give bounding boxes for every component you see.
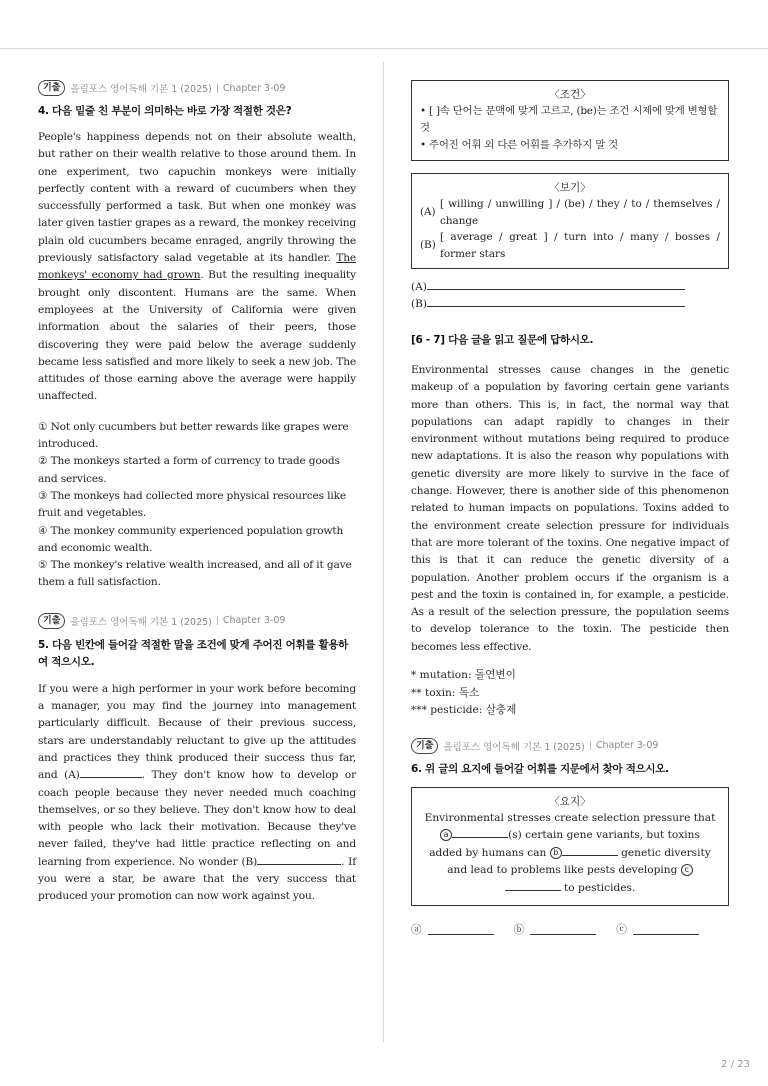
note-mutation: * mutation: 돌연변이 bbox=[411, 669, 516, 682]
condition-item: • 주어진 어휘 외 다른 어휘를 추가하지 말 것 bbox=[420, 139, 618, 151]
bogi-row-b bbox=[420, 229, 720, 262]
header-rule bbox=[0, 48, 768, 49]
summary-title: 〈요지〉 bbox=[549, 795, 591, 808]
note-toxin: ** toxin: 독소 bbox=[411, 686, 480, 699]
note-pesticide: *** pesticide: 살충제 bbox=[411, 704, 517, 717]
q5-source-line bbox=[38, 613, 356, 629]
answer-blank[interactable] bbox=[428, 924, 494, 935]
column-divider bbox=[383, 62, 384, 1042]
blank-a bbox=[80, 767, 142, 778]
summary-part: Environmental stresses create selection pressure that bbox=[424, 811, 716, 824]
bogi-words: [ average / great ] / turn into / many / bosses / former stars bbox=[440, 231, 720, 260]
passage-text: . They don't know how to develop or coach people because they never needed much coaching themselves, or so they believe. They don't know how to deal with people who lack their motivation. Because they've never failed, they've had little practice reflecting on and learning from experience. No wonder (B) bbox=[38, 769, 356, 868]
blank-a bbox=[452, 827, 508, 838]
right-column bbox=[411, 80, 729, 937]
condition-item: • [ ]속 단어는 문맥에 맞게 고르고, (be)는 조건 시제에 맞게 변형할 것 bbox=[420, 105, 718, 134]
answer-b[interactable] bbox=[514, 922, 597, 937]
bogi-label: (B) bbox=[420, 239, 436, 252]
source-book: 올림포스 영어독해 기본 1 (2025) bbox=[443, 741, 585, 753]
question-4-title: 4. 다음 밑줄 친 부분이 의미하는 바로 가장 적절한 것은? bbox=[38, 105, 292, 117]
answer-blank[interactable] bbox=[530, 924, 596, 935]
circle-b-marker: b bbox=[550, 847, 562, 859]
past-exam-badge: 기출 bbox=[38, 80, 65, 96]
option-2[interactable]: ② The monkeys started a form of currency to trade goods and services. bbox=[38, 455, 340, 485]
conditions-title: 〈조건〉 bbox=[549, 89, 591, 101]
separator bbox=[217, 84, 218, 93]
answer-lines bbox=[411, 279, 729, 313]
q4-source-line bbox=[38, 80, 356, 96]
passage-text: . If you were a star, be aware that the very success that produced your promotion can now work against you. bbox=[38, 855, 356, 903]
vocabulary-notes bbox=[411, 667, 729, 720]
question-6-answer-row bbox=[411, 922, 729, 937]
circle-c-marker: c bbox=[681, 864, 693, 876]
blank-b bbox=[257, 854, 341, 865]
underlined-phrase: The monkeys' economy had grown bbox=[38, 252, 356, 282]
separator bbox=[217, 616, 218, 625]
section-6-7-passage: Environmental stresses cause changes in the genetic makeup of a population by favoring certain gene variants more than others. This is, in fact, the normal way that populations can adapt rapidly to changes in their environment without mutations being required to produce new adaptations. It is also the reason why populations with genetic diversity are more likely to survive in the face of change. However, there is another side of this phenomenon related to human impacts on populations. Toxins added to the environment create selection pressure for individuals that are more tolerant of the toxins. One negative impact of this is that it can reduce the genetic diversity of a population. Another problem occurs if the organism is a pest and the toxin is contained in, for example, a pesticide. As a result of the selection pressure, the population seems to develop tolerance to the toxin. The pesticide then becomes less effective. bbox=[411, 364, 729, 653]
answer-c[interactable] bbox=[616, 922, 699, 937]
option-3[interactable]: ③ The monkeys had collected more physical resources like fruit and vegetables. bbox=[38, 489, 347, 520]
answer-blank[interactable] bbox=[427, 279, 685, 290]
summary-part: (s) certain gene variants, but toxins added by humans can bbox=[429, 829, 700, 859]
chapter-label: Chapter 3-09 bbox=[595, 740, 659, 752]
source-book: 올림포스 영어독해 기본 1 (2025) bbox=[70, 616, 212, 628]
bogi-row-a bbox=[420, 196, 720, 229]
answer-line-a[interactable] bbox=[411, 279, 729, 296]
marker-b: ⓑ bbox=[513, 924, 525, 937]
chapter-label: Chapter 3-09 bbox=[222, 82, 286, 94]
option-5[interactable]: ⑤ The monkey's relative wealth increased, and all of it gave them a full satisfaction. bbox=[38, 559, 352, 589]
marker-a: ⓐ bbox=[411, 924, 422, 937]
passage-text: . But the resulting inequality brought only discontent. Humans are the same. When employees at the University of California were given information about the salaries of their peers, those discovering they were paid below the average suddenly became less satisfied and more likely to seek a new job. The attitudes of those earning above the average were happily unaffected. bbox=[38, 269, 356, 403]
answer-a[interactable] bbox=[411, 922, 494, 937]
summary-box bbox=[411, 787, 729, 907]
separator bbox=[590, 741, 591, 750]
answer-label: (A) bbox=[411, 281, 427, 293]
bogi-box bbox=[411, 173, 729, 269]
summary-part: genetic diversity and lead to problems like pests developing bbox=[447, 846, 711, 877]
blank-b bbox=[562, 845, 618, 856]
chapter-label: Chapter 3-09 bbox=[222, 615, 286, 627]
bogi-words: [ willing / unwilling ] / (be) / they / to / themselves / change bbox=[440, 198, 720, 227]
passage-text: People's happiness depends not on their absolute wealth, but rather on their wealth relative to those around them. In one experiment, two capuchin monkeys were initially perfectly content with a reward of cucumbers when they successfully performed a task. But when one monkey was later given tastier grapes as a reward, the monkey receiving plain old cucumbers became enraged, angrily throwing the previously satisfactory salad vegetable at its handler. bbox=[38, 131, 356, 265]
option-4[interactable]: ④ The monkey community experienced population growth and economic wealth. bbox=[38, 524, 344, 554]
question-5-title: 5. 다음 빈칸에 들어갈 적절한 말을 조건에 맞게 주어진 어휘를 활용하여 적으시오. bbox=[38, 638, 349, 668]
summary-part: to pesticides. bbox=[564, 881, 636, 894]
question-5-passage bbox=[38, 681, 356, 906]
past-exam-badge: 기출 bbox=[411, 738, 438, 754]
q6-source-line bbox=[411, 738, 729, 754]
blank-c bbox=[505, 880, 561, 891]
question-6-title: 6. 위 글의 요지에 들어갈 어휘를 지문에서 찾아 적으시오. bbox=[411, 762, 669, 775]
answer-blank[interactable] bbox=[427, 296, 685, 307]
summary-text bbox=[422, 810, 718, 898]
passage-text: If you were a high performer in your work before becoming a manager, you may find the journey into management particularly difficult. Because of their previous success, stars are understandably reluctant to give up the attitudes and practices they think produced their success thus far, and (A) bbox=[38, 682, 356, 782]
option-1[interactable]: ① Not only cucumbers but better rewards like grapes were introduced. bbox=[38, 420, 349, 451]
question-4-options bbox=[38, 419, 356, 592]
past-exam-badge: 기출 bbox=[38, 613, 65, 629]
bogi-title: 〈보기〉 bbox=[549, 182, 591, 194]
conditions-box bbox=[411, 80, 729, 161]
section-6-7-title: [6 - 7] 다음 글을 읽고 질문에 답하시오. bbox=[411, 334, 594, 346]
bogi-label: (A) bbox=[420, 206, 436, 219]
page-number: 2 / 23 bbox=[721, 1059, 750, 1070]
answer-label: (B) bbox=[411, 298, 428, 310]
left-column bbox=[38, 80, 356, 906]
circle-a-marker: a bbox=[440, 829, 452, 841]
source-book: 올림포스 영어독해 기본 1 (2025) bbox=[70, 84, 212, 95]
answer-blank[interactable] bbox=[633, 924, 699, 935]
answer-line-b[interactable] bbox=[411, 296, 729, 313]
marker-c: ⓒ bbox=[616, 924, 627, 937]
question-4-passage bbox=[38, 129, 356, 406]
